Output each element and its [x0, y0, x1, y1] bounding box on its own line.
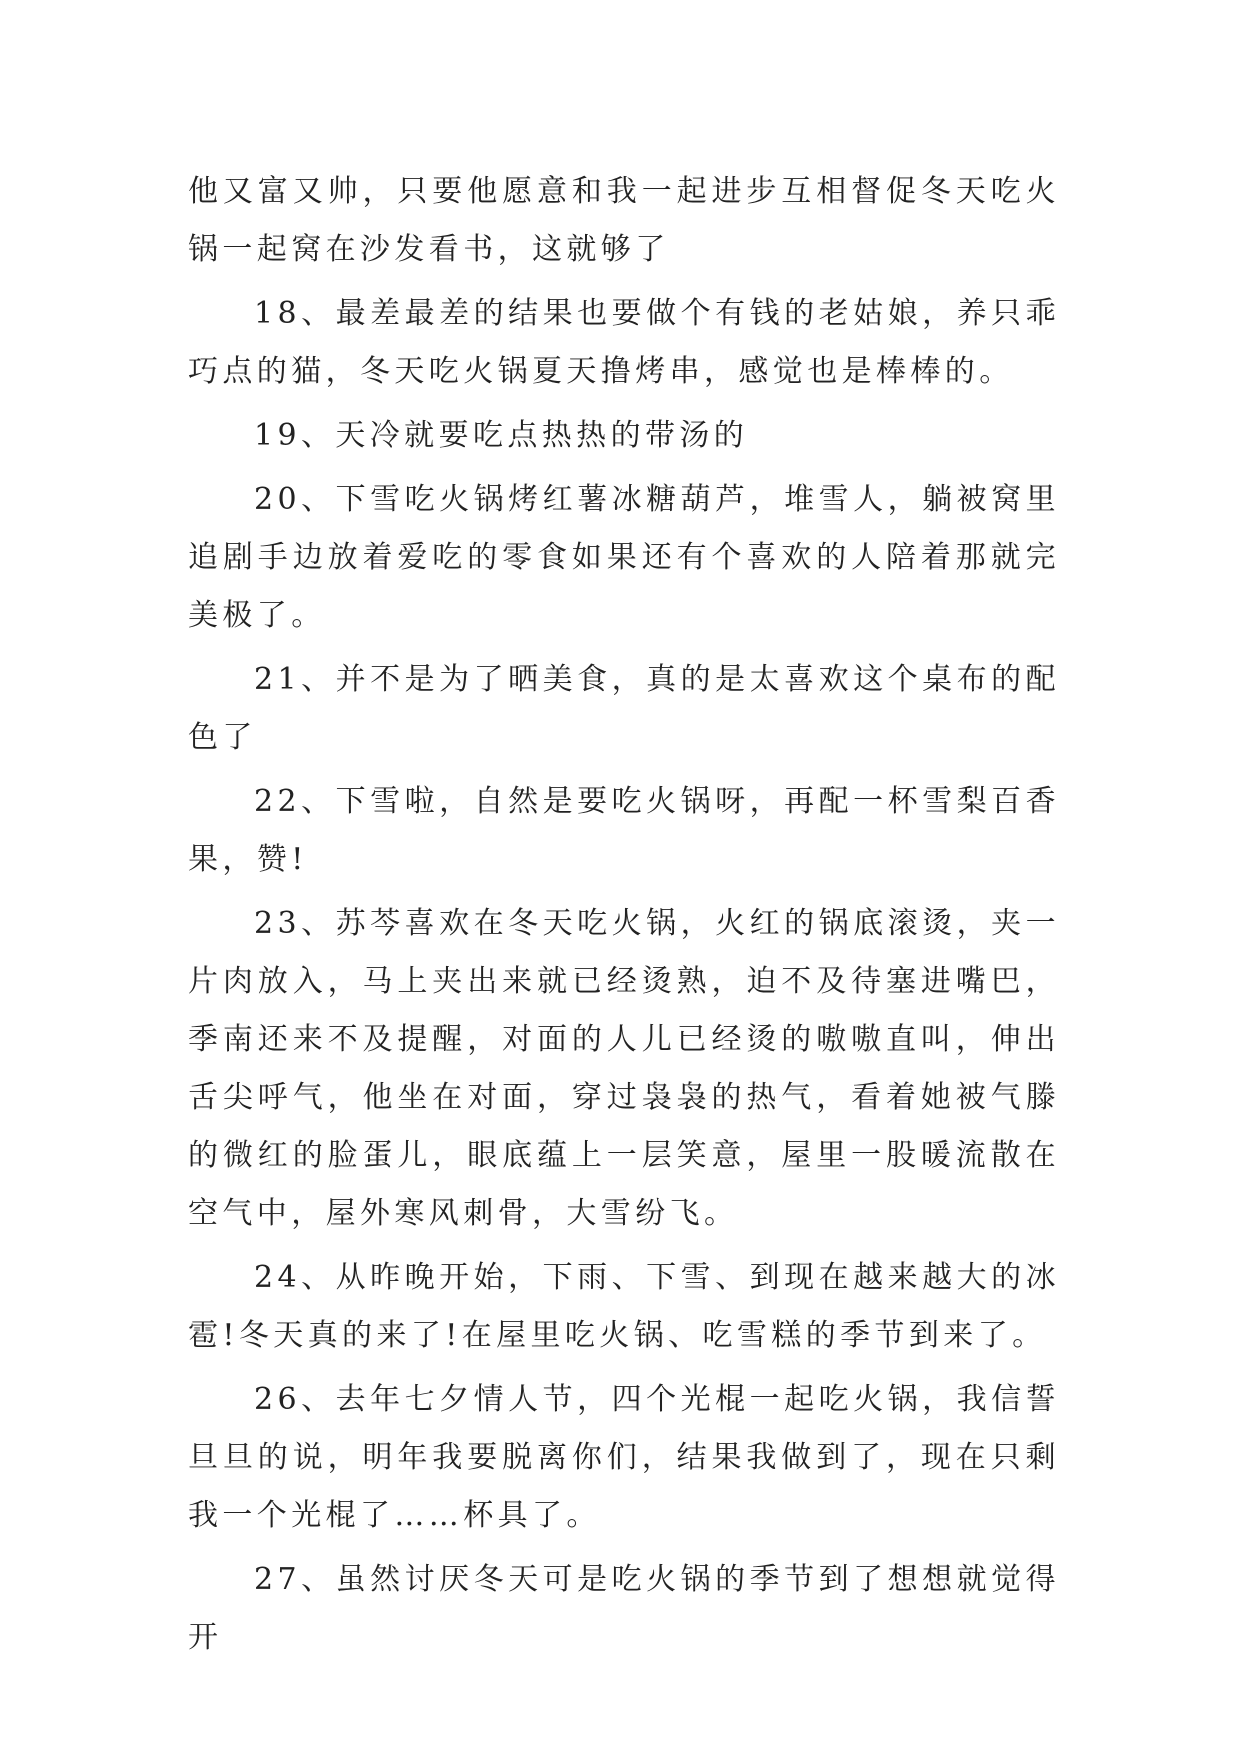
paragraph: 21、并不是为了晒美食，真的是太喜欢这个桌布的配色了	[188, 662, 1060, 755]
paragraph: 26、去年七夕情人节，四个光棍一起吃火锅，我信誓旦旦的说，明年我要脱离你们，结果我做到了，现在只剩我一个光棍了……杯具了。	[188, 1382, 1060, 1533]
paragraph: 20、下雪吃火锅烤红薯冰糖葫芦，堆雪人，躺被窝里追剧手边放着爱吃的零食如果还有个喜欢的人陪着那就完美极了。	[188, 482, 1060, 633]
paragraph: 19、天冷就要吃点热热的带汤的	[254, 418, 749, 453]
paragraph: 他又富又帅，只要他愿意和我一起进步互相督促冬天吃火锅一起窝在沙发看书，这就够了	[188, 174, 1060, 267]
document-body	[188, 163, 1060, 1673]
paragraph: 27、虽然讨厌冬天可是吃火锅的季节到了想想就觉得开	[188, 1562, 1060, 1655]
paragraph: 23、苏芩喜欢在冬天吃火锅，火红的锅底滚烫，夹一片肉放入，马上夹出来就已经烫熟，迫不及待塞进嘴巴，季南还来不及提醒，对面的人儿已经烫的嗷嗷直叫，伸出舌尖呼气，他坐在对面，穿过袅袅的热气，看着她被气滕的微红的脸蛋儿，眼底蕴上一层笑意，屋里一股暖流散在空气中，屋外寒风刺骨，大雪纷飞。	[188, 906, 1060, 1231]
paragraph: 24、从昨晚开始，下雨、下雪、到现在越来越大的冰雹!冬天真的来了!在屋里吃火锅、吃雪糕的季节到来了。	[188, 1260, 1060, 1353]
paragraph: 22、下雪啦，自然是要吃火锅呀，再配一杯雪梨百香果，赞!	[188, 784, 1060, 877]
paragraph: 18、最差最差的结果也要做个有钱的老姑娘，养只乖巧点的猫，冬天吃火锅夏天撸烤串，感觉也是棒棒的。	[188, 296, 1060, 389]
